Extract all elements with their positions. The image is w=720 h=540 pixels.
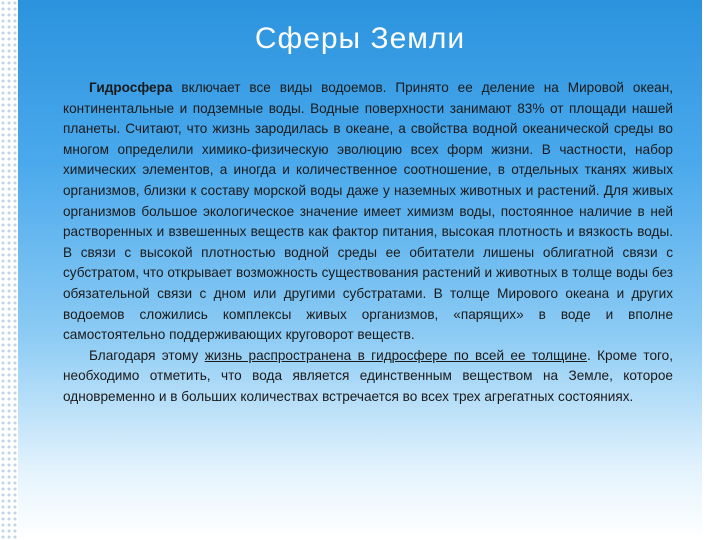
slide-body [63,78,673,408]
underlined-statement: жизнь распространена в гидросфере по всей ее толщине [204,347,587,363]
paragraph-hydrosphere [63,78,673,346]
slide-title: Сферы Земли [254,22,466,55]
slide [18,0,702,540]
term-hydrosphere: Гидросфера [89,80,173,95]
paragraph-hydrosphere-text: включает все виды водоемов. Принято ее деление на Мировой океан, континентальные и подземные воды. Водные поверхности занимают 83% от площади нашей планеты. Считают, что жизнь зародилась в океане, а свойства водной океанической среды во многом определили химико-физическую эволюцию всех форм жизни. В частности, набор химических элементов, а иногда и количественное соотношение, в отдельных тканях живых организмов, близки к составу морской воды даже у наземных животных и растений. Для живых организмов большое экологическое значение имеет химизм воды, постоянное наличие в ней растворенных и взвешенных веществ как фактор питания, высокая плотность и вязкость воды. В связи с высокой плотностью водной среды ее обитатели лишены облигатной связи с субстратом, что открывает возможность существования растений и животных в толще воды без обязательной связи с дном или другими субстратами. В толще Мирового океана и других водоемов сложились комплексы живых организмов, «парящих» в воде и вполне самостоятельно поддерживающих круговорот веществ. [63,80,673,343]
paragraph2-intro: Благодаря этому [89,347,205,363]
dotted-border-decoration [0,0,18,540]
paragraph2-rest: . Кроме того, необходимо отметить, что вода является единственным веществом на Земле, которое одновременно и в больших количествах встречается во всех трех агрегатных состояниях. [63,347,674,404]
paragraph-life-distribution [63,346,673,408]
